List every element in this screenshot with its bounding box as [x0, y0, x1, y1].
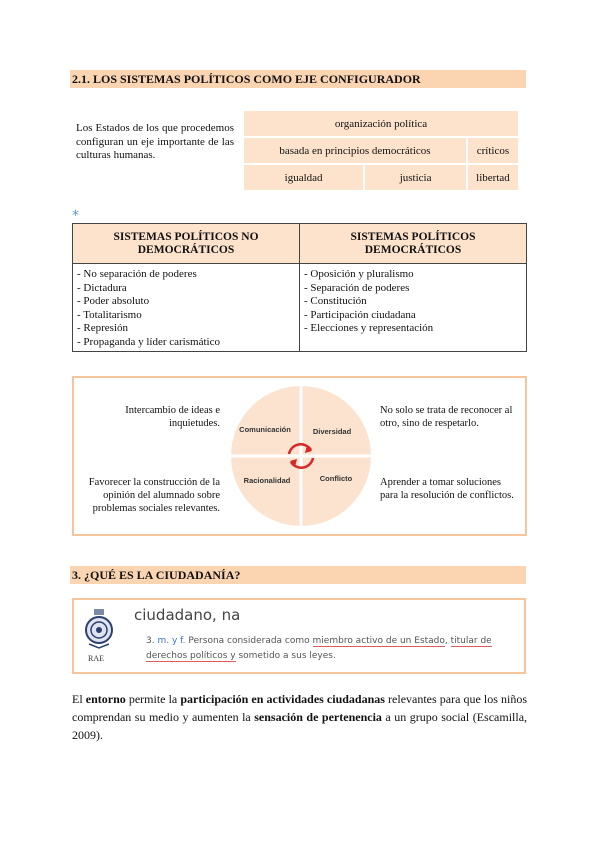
political-systems-table [72, 223, 527, 352]
list-item: - Totalitarismo [77, 308, 142, 321]
section-heading-2-1: 2.1. LOS SISTEMAS POLÍTICOS COMO EJE CONFIGURADOR [70, 70, 526, 88]
paragraph-text: permite la [125, 692, 181, 706]
list-item: - Elecciones y representación [304, 322, 434, 334]
section-heading-3: 3. ¿QUÉ ES LA CIUDADANÍA? [70, 566, 526, 584]
paragraph-text: a un grupo social (Escamilla, 2009). [72, 710, 528, 742]
quadrant-label-conflict: Conflicto [319, 474, 353, 483]
org-justice: justicia [364, 164, 467, 191]
dictionary-definition [146, 634, 518, 664]
list-item: - No separación de poderes [77, 268, 197, 280]
rae-definition-box [72, 598, 526, 674]
non-democratic-header: SISTEMAS POLÍTICOS NO DEMOCRÁTICOS [73, 224, 300, 264]
diagram-text-bottom-left: Favorecer la construcción de la opinión del alumnado sobre problemas sociales relevantes. [88, 477, 220, 514]
quadrant-label-communication: Comunicación [239, 425, 291, 434]
democratic-list-cell [300, 264, 527, 352]
diagram-text-top-left: Intercambio de ideas e inquietudes. [125, 405, 220, 429]
quadrant-label-diversity: Diversidad [312, 427, 352, 436]
list-item: - Separación de poderes [304, 281, 410, 294]
definition-link-member[interactable]: miembro activo de un Estado [312, 636, 445, 646]
definition-link-rights[interactable]: titular de derechos políticos y [146, 636, 492, 661]
paragraph-emphasis: sensación de pertenencia [254, 710, 382, 724]
non-democratic-list-cell [73, 264, 300, 352]
grammar-abbreviation-link[interactable]: m. y f. [157, 636, 186, 646]
diagram-text-bottom-right: Aprender a tomar soluciones para la resolución de conflictos. [380, 477, 514, 501]
democratic-header: SISTEMAS POLÍTICOS DEMOCRÁTICOS [300, 224, 527, 264]
definition-text: sometido a sus leyes. [235, 651, 336, 661]
star-marker: * [72, 208, 79, 224]
definition-text: , [444, 636, 451, 646]
org-header: organización política [243, 110, 519, 137]
organization-table [243, 110, 519, 191]
closing-paragraph [72, 690, 527, 744]
list-item: - Propaganda y líder carismático [77, 335, 220, 348]
paragraph-text: El [72, 692, 86, 706]
paragraph-emphasis: entorno [85, 692, 126, 706]
dictionary-headword: ciudadano, na [134, 606, 241, 624]
intro-text: Los Estados de los que procedemos configuran un eje importante de las culturas humanas. [76, 122, 234, 161]
org-principles: basada en principios democráticos [243, 137, 467, 164]
list-item: - Oposición y pluralismo [304, 268, 414, 280]
list-item: - Represión [77, 322, 129, 334]
paragraph-emphasis: participación en actividades ciudadanas [180, 692, 385, 706]
rae-emblem-icon [84, 608, 114, 650]
citizenship-diagram [72, 376, 527, 536]
list-item: - Constitución [304, 295, 367, 307]
list-item: - Dictadura [77, 281, 127, 294]
org-equality: igualdad [243, 164, 364, 191]
org-freedom: libertad [467, 164, 519, 191]
definition-number: 3. [146, 636, 155, 646]
diagram-text-top-right: No solo se trata de reconocer al otro, sino de respetarlo. [380, 405, 513, 429]
quadrant-circle [74, 378, 525, 534]
rae-label: RAE [88, 654, 104, 663]
quadrant-label-rationality: Racionalidad [243, 476, 291, 485]
definition-text: Persona considerada como [188, 636, 313, 646]
paragraph-text: relevantes para que los niños comprendan su medio y aumenten la [72, 692, 528, 724]
list-item: - Participación ciudadana [304, 308, 416, 321]
list-item: - Poder absoluto [77, 295, 150, 307]
org-critical: críticos [467, 137, 519, 164]
